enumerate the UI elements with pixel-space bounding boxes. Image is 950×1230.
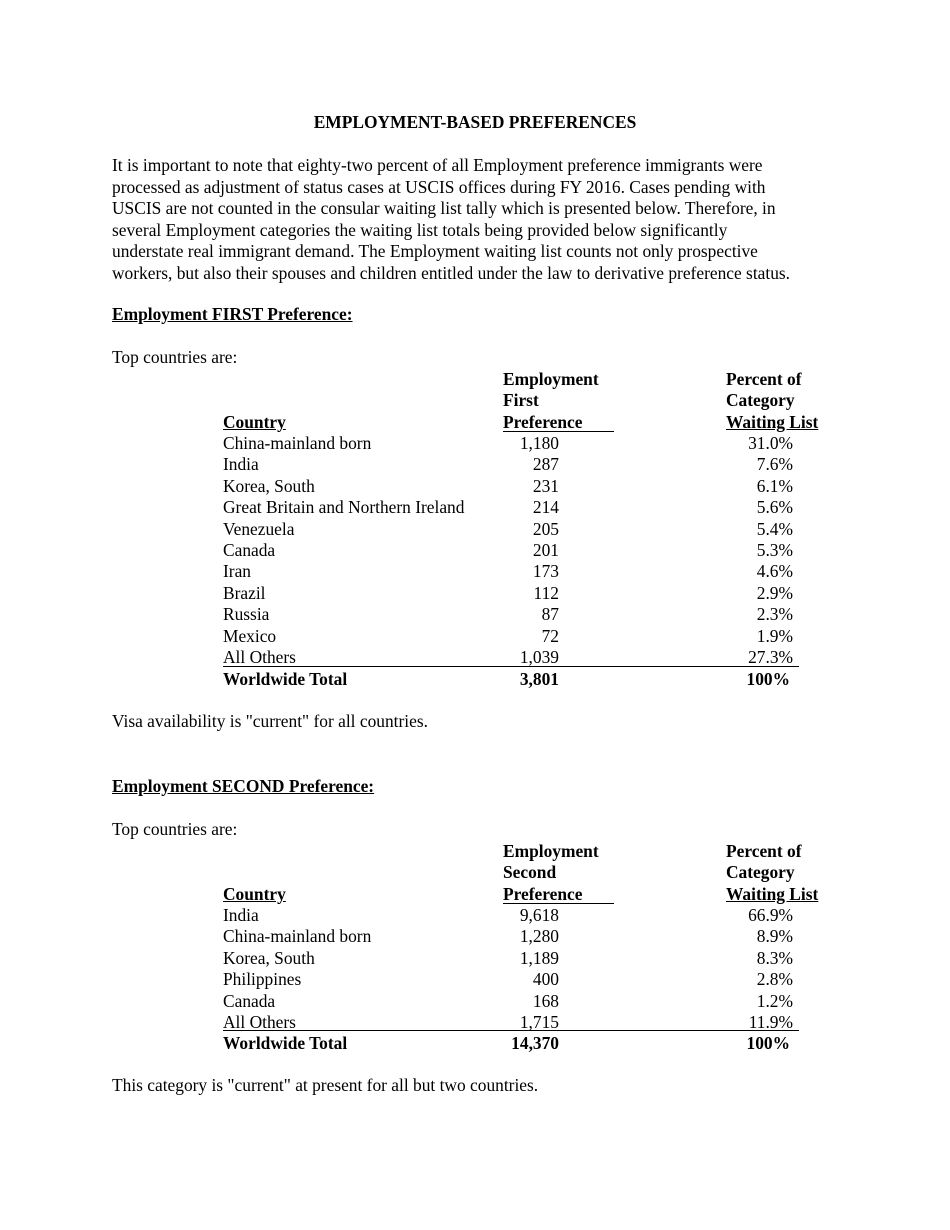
table-cell-percent: 5.4% — [756, 518, 793, 539]
first-top-countries-label: Top countries are: — [112, 347, 238, 367]
first-preference-heading: Employment FIRST Preference: — [112, 304, 353, 324]
intro-line: It is important to note that eighty-two percent of all Employment preference immigrants were — [112, 155, 763, 175]
table-cell-count: 400 — [532, 969, 559, 990]
table-cell-percent: 8.9% — [756, 926, 793, 947]
table-cell-count: 214 — [532, 497, 559, 518]
second-header-country: Country — [223, 884, 286, 904]
table-cell-percent: 2.3% — [756, 604, 793, 625]
table-cell-country: India — [223, 905, 259, 925]
table-cell-percent: 27.3% — [748, 647, 793, 667]
second-header-category: Category — [726, 862, 795, 882]
table-cell-percent: 66.9% — [748, 905, 793, 925]
first-total-count: 3,801 — [519, 669, 559, 689]
second-total-percent: 100% — [746, 1033, 790, 1053]
table-cell-percent: 5.3% — [756, 540, 793, 560]
second-total-count: 14,370 — [511, 1033, 559, 1053]
intro-line: USCIS are not counted in the consular waiting list tally which is presented below. Therefore, in — [112, 198, 776, 218]
second-note: This category is "current" at present for all but two countries. — [112, 1075, 539, 1095]
table-cell-country: Canada — [223, 540, 276, 560]
table-cell-country: Korea, South — [223, 947, 315, 968]
table-cell-count: 205 — [532, 518, 559, 539]
table-cell-percent: 6.1% — [756, 475, 793, 496]
second-header-employment: Employment — [503, 841, 599, 861]
second-header-waiting-list: Waiting List — [726, 884, 819, 904]
table-cell-percent: 7.6% — [756, 454, 793, 475]
table-cell-country: India — [223, 454, 259, 475]
first-header-first: First — [503, 390, 539, 410]
table-cell-country: Mexico — [223, 625, 277, 646]
table-cell-percent: 2.8% — [756, 969, 793, 990]
first-header-category: Category — [726, 390, 795, 410]
second-header-preference: Preference — [503, 884, 583, 904]
table-cell-count: 87 — [541, 604, 559, 625]
intro-line: understate real immigrant demand. The Employment waiting list counts not only prospective — [112, 241, 758, 261]
first-header-employment: Employment — [503, 369, 599, 389]
first-header-country: Country — [223, 412, 286, 432]
table-cell-country: Iran — [223, 561, 251, 582]
intro-line: several Employment categories the waiting list totals being provided below significantly — [112, 219, 728, 240]
intro-line: workers, but also their spouses and children entitled under the law to derivative preference status. — [112, 262, 791, 283]
table-cell-count: 1,189 — [519, 947, 559, 968]
table-cell-count: 1,180 — [519, 433, 559, 453]
table-cell-percent: 8.3% — [756, 947, 793, 968]
table-cell-count: 1,715 — [519, 1012, 559, 1032]
table-cell-percent: 2.9% — [756, 582, 793, 603]
table-cell-country: Brazil — [223, 582, 266, 603]
table-cell-count: 1,039 — [519, 647, 559, 667]
table-cell-country: All Others — [223, 647, 296, 667]
first-total-label: Worldwide Total — [223, 669, 348, 689]
second-header-preference-underline — [503, 903, 614, 904]
table-cell-count: 201 — [532, 540, 559, 560]
table-cell-country: Korea, South — [223, 475, 315, 496]
table-cell-percent: 5.6% — [756, 497, 793, 518]
table-cell-country: Russia — [223, 604, 270, 625]
first-header-preference: Preference — [503, 412, 583, 432]
table-cell-country: China-mainland born — [223, 433, 372, 453]
table-cell-country: All Others — [223, 1012, 296, 1032]
table-cell-country: Philippines — [223, 969, 302, 990]
table-cell-country: Venezuela — [223, 518, 295, 539]
table-cell-count: 168 — [532, 990, 559, 1011]
table-cell-country: China-mainland born — [223, 926, 372, 947]
table-cell-count: 112 — [533, 582, 559, 603]
first-total-percent: 100% — [746, 669, 790, 689]
table-cell-count: 173 — [532, 561, 559, 582]
table-cell-count: 72 — [541, 625, 559, 646]
table-cell-count: 1,280 — [519, 926, 559, 947]
page-title: EMPLOYMENT-BASED PREFERENCES — [313, 112, 637, 132]
first-note: Visa availability is "current" for all countries. — [112, 711, 428, 731]
intro-line: processed as adjustment of status cases at USCIS offices during FY 2016. Cases pending with — [112, 176, 766, 197]
table-cell-percent: 4.6% — [756, 561, 793, 582]
table-cell-count: 287 — [532, 454, 559, 475]
table-cell-count: 9,618 — [519, 905, 559, 925]
first-header-waiting-list: Waiting List — [726, 412, 819, 432]
intro-paragraph — [112, 155, 852, 284]
table-cell-country: Great Britain and Northern Ireland — [223, 497, 465, 518]
table-cell-count: 231 — [532, 475, 559, 496]
second-header-second: Second — [503, 862, 557, 882]
second-total-rule — [223, 1030, 799, 1031]
first-header-preference-underline — [503, 431, 614, 432]
table-cell-percent: 1.9% — [756, 625, 793, 646]
first-header-percent: Percent of — [726, 369, 802, 389]
first-total-rule — [223, 666, 799, 667]
table-cell-percent: 1.2% — [756, 990, 793, 1011]
table-cell-percent: 11.9% — [748, 1012, 793, 1032]
table-cell-percent: 31.0% — [748, 433, 793, 453]
second-top-countries-label: Top countries are: — [112, 819, 238, 839]
second-header-percent: Percent of — [726, 841, 802, 861]
table-cell-country: Canada — [223, 990, 276, 1011]
second-preference-heading: Employment SECOND Preference: — [112, 776, 375, 796]
second-total-label: Worldwide Total — [223, 1033, 348, 1053]
